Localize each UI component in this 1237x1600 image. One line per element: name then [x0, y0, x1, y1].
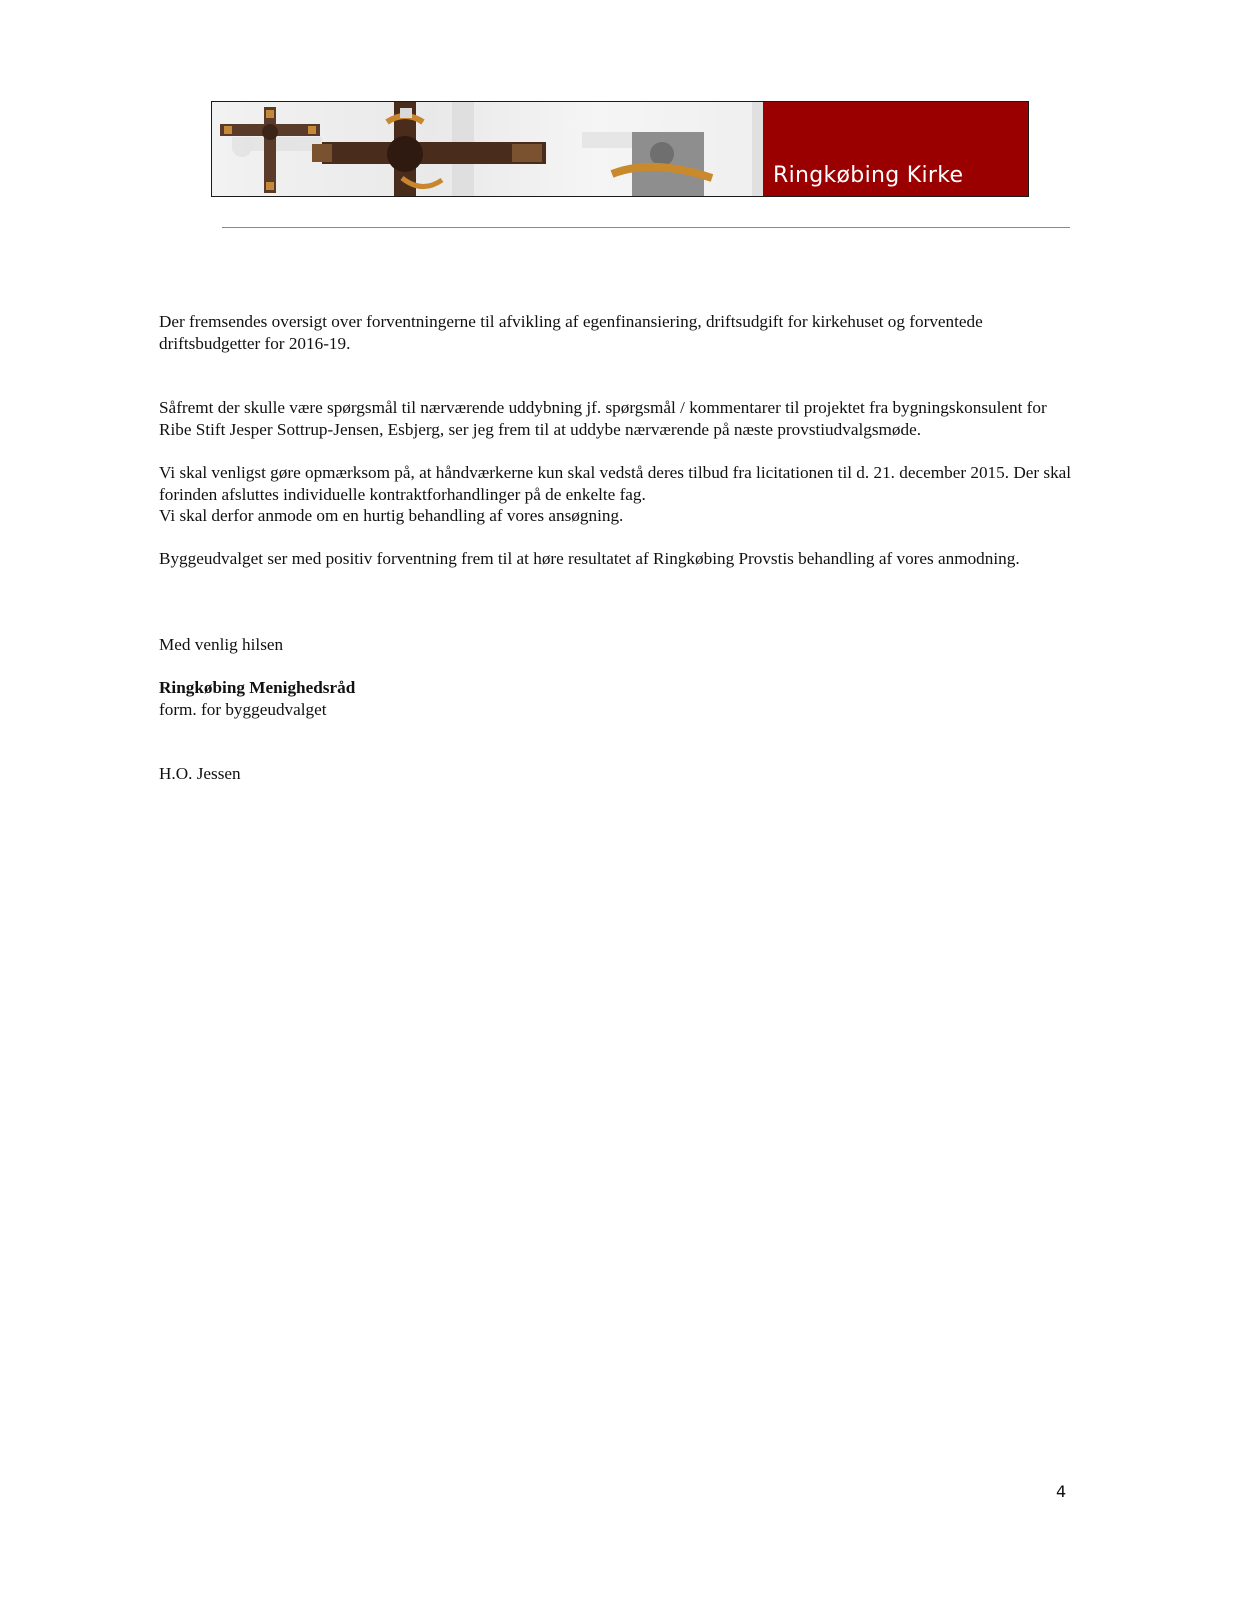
letter-body [159, 311, 1074, 785]
closing-greeting: Med venlig hilsen [159, 634, 284, 654]
closing-role: form. for byggeudvalget [159, 699, 327, 719]
paragraph-request: Vi skal derfor anmode om en hurtig behandling af vores ansøgning. [159, 506, 624, 526]
header-banner [211, 101, 1029, 197]
closing-signatory: H.O. Jessen [159, 764, 241, 784]
header-divider [222, 227, 1070, 228]
paragraph-questions: Såfremt der skulle være spørgsmål til nærværende uddybning jf. spørgsmål / kommentarer til projektet fra bygningskonsulent for Ribe Stift Jesper Sottrup-Jensen, Esbjerg, ser jeg frem til at uddybe nærværende på næste provstiudvalgsmøde. [159, 398, 1047, 439]
page-number: 4 [1056, 1482, 1067, 1501]
paragraph-expectation: Byggeudvalget ser med positiv forventning frem til at høre resultatet af Ringkøbing Provstis behandling af vores anmodning. [159, 549, 1020, 569]
paragraph-deadline: Vi skal venligst gøre opmærksom på, at håndværkerne kun skal vedstå deres tilbud fra licitationen til d. 21. december 2015. Der skal forinden afsluttes individuelle kontraktforhandlinger på de enkelte fag. [159, 462, 1072, 504]
closing-organization: Ringkøbing Menighedsråd [159, 678, 356, 698]
crucifix-banner-image [212, 102, 763, 196]
paragraph-overview: Der fremsendes oversigt over forventningerne til afvikling af egenfinansiering, driftsudgift for kirkehuset og forventede driftsbudgetter for 2016-19. [159, 312, 983, 353]
banner-title: Ringkøbing Kirke [773, 163, 964, 188]
banner-title-panel [763, 102, 1028, 196]
